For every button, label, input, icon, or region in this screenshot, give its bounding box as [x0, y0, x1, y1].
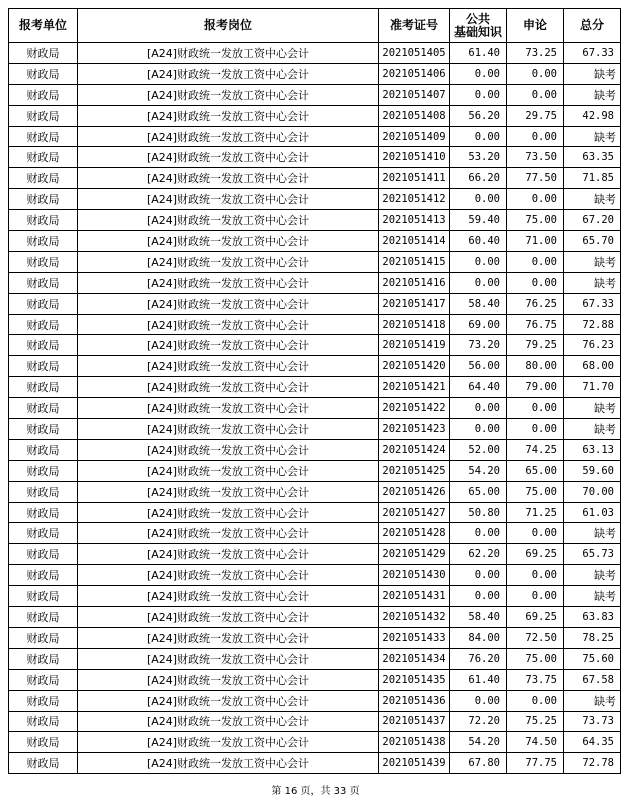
cell-public-score: 73.20	[450, 335, 507, 356]
cell-position: [A24]财政统一发放工资中心会计	[78, 753, 379, 774]
header-row	[9, 9, 621, 43]
cell-total-score: 67.20	[564, 210, 621, 231]
cell-public-score: 56.20	[450, 105, 507, 126]
cell-position: [A24]财政统一发放工资中心会计	[78, 251, 379, 272]
table-row	[9, 753, 621, 774]
table-row	[9, 419, 621, 440]
cell-ticket: 2021051419	[379, 335, 450, 356]
cell-public-score: 0.00	[450, 251, 507, 272]
cell-ticket: 2021051407	[379, 84, 450, 105]
cell-public-score: 54.20	[450, 732, 507, 753]
cell-public-score: 60.40	[450, 231, 507, 252]
cell-position: [A24]财政统一发放工资中心会计	[78, 523, 379, 544]
cell-public-score: 0.00	[450, 189, 507, 210]
cell-position: [A24]财政统一发放工资中心会计	[78, 377, 379, 398]
cell-essay-score: 0.00	[507, 251, 564, 272]
cell-essay-score: 74.50	[507, 732, 564, 753]
cell-position: [A24]财政统一发放工资中心会计	[78, 210, 379, 231]
cell-total-score: 缺考	[564, 84, 621, 105]
cell-essay-score: 0.00	[507, 419, 564, 440]
header-public-line1: 公共	[465, 11, 490, 26]
table-row	[9, 105, 621, 126]
cell-public-score: 61.40	[450, 669, 507, 690]
cell-position: [A24]财政统一发放工资中心会计	[78, 439, 379, 460]
cell-public-score: 0.00	[450, 523, 507, 544]
table-row	[9, 210, 621, 231]
cell-essay-score: 75.00	[507, 481, 564, 502]
cell-position: [A24]财政统一发放工资中心会计	[78, 293, 379, 314]
cell-essay-score: 0.00	[507, 189, 564, 210]
cell-public-score: 62.20	[450, 544, 507, 565]
cell-essay-score: 0.00	[507, 63, 564, 84]
cell-essay-score: 80.00	[507, 356, 564, 377]
cell-unit: 财政局	[9, 669, 78, 690]
cell-essay-score: 73.75	[507, 669, 564, 690]
cell-unit: 财政局	[9, 460, 78, 481]
cell-essay-score: 29.75	[507, 105, 564, 126]
cell-public-score: 84.00	[450, 627, 507, 648]
cell-essay-score: 79.25	[507, 335, 564, 356]
table-row	[9, 231, 621, 252]
cell-ticket: 2021051438	[379, 732, 450, 753]
cell-unit: 财政局	[9, 544, 78, 565]
table-row	[9, 43, 621, 64]
cell-unit: 财政局	[9, 377, 78, 398]
table-row	[9, 669, 621, 690]
cell-essay-score: 0.00	[507, 523, 564, 544]
cell-total-score: 缺考	[564, 690, 621, 711]
cell-position: [A24]财政统一发放工资中心会计	[78, 398, 379, 419]
cell-ticket: 2021051430	[379, 565, 450, 586]
cell-essay-score: 73.50	[507, 147, 564, 168]
cell-total-score: 61.03	[564, 502, 621, 523]
header-position: 报考岗位	[78, 9, 379, 43]
cell-total-score: 64.35	[564, 732, 621, 753]
cell-public-score: 64.40	[450, 377, 507, 398]
header-public-line2: 基础知识	[453, 24, 502, 39]
cell-position: [A24]财政统一发放工资中心会计	[78, 335, 379, 356]
score-table	[8, 8, 621, 774]
cell-ticket: 2021051436	[379, 690, 450, 711]
cell-total-score: 70.00	[564, 481, 621, 502]
cell-unit: 财政局	[9, 586, 78, 607]
cell-position: [A24]财政统一发放工资中心会计	[78, 711, 379, 732]
cell-unit: 财政局	[9, 502, 78, 523]
cell-unit: 财政局	[9, 753, 78, 774]
cell-public-score: 61.40	[450, 43, 507, 64]
cell-total-score: 75.60	[564, 648, 621, 669]
cell-position: [A24]财政统一发放工资中心会计	[78, 314, 379, 335]
cell-essay-score: 75.00	[507, 648, 564, 669]
cell-essay-score: 0.00	[507, 586, 564, 607]
cell-ticket: 2021051427	[379, 502, 450, 523]
table-row	[9, 523, 621, 544]
table-row	[9, 711, 621, 732]
cell-position: [A24]财政统一发放工资中心会计	[78, 565, 379, 586]
cell-ticket: 2021051434	[379, 648, 450, 669]
cell-essay-score: 75.25	[507, 711, 564, 732]
table-row	[9, 63, 621, 84]
cell-position: [A24]财政统一发放工资中心会计	[78, 648, 379, 669]
cell-position: [A24]财政统一发放工资中心会计	[78, 502, 379, 523]
cell-essay-score: 75.00	[507, 210, 564, 231]
cell-total-score: 67.58	[564, 669, 621, 690]
cell-unit: 财政局	[9, 189, 78, 210]
cell-public-score: 52.00	[450, 439, 507, 460]
cell-total-score: 缺考	[564, 272, 621, 293]
cell-public-score: 58.40	[450, 607, 507, 628]
table-row	[9, 398, 621, 419]
cell-position: [A24]财政统一发放工资中心会计	[78, 607, 379, 628]
cell-unit: 财政局	[9, 84, 78, 105]
table-row	[9, 272, 621, 293]
cell-public-score: 56.00	[450, 356, 507, 377]
table-body	[9, 43, 621, 774]
table-row	[9, 460, 621, 481]
cell-total-score: 63.83	[564, 607, 621, 628]
cell-essay-score: 0.00	[507, 690, 564, 711]
cell-unit: 财政局	[9, 293, 78, 314]
table-row	[9, 439, 621, 460]
cell-total-score: 71.85	[564, 168, 621, 189]
cell-essay-score: 72.50	[507, 627, 564, 648]
table-row	[9, 690, 621, 711]
header-total: 总分	[564, 9, 621, 43]
header-unit: 报考单位	[9, 9, 78, 43]
cell-ticket: 2021051417	[379, 293, 450, 314]
cell-essay-score: 71.00	[507, 231, 564, 252]
cell-unit: 财政局	[9, 627, 78, 648]
cell-ticket: 2021051428	[379, 523, 450, 544]
cell-unit: 财政局	[9, 398, 78, 419]
cell-public-score: 50.80	[450, 502, 507, 523]
cell-total-score: 42.98	[564, 105, 621, 126]
cell-position: [A24]财政统一发放工资中心会计	[78, 586, 379, 607]
cell-unit: 财政局	[9, 231, 78, 252]
cell-position: [A24]财政统一发放工资中心会计	[78, 460, 379, 481]
cell-total-score: 59.60	[564, 460, 621, 481]
cell-ticket: 2021051432	[379, 607, 450, 628]
cell-public-score: 67.80	[450, 753, 507, 774]
cell-total-score: 73.73	[564, 711, 621, 732]
cell-unit: 财政局	[9, 126, 78, 147]
cell-ticket: 2021051408	[379, 105, 450, 126]
cell-ticket: 2021051406	[379, 63, 450, 84]
cell-total-score: 63.13	[564, 439, 621, 460]
cell-ticket: 2021051425	[379, 460, 450, 481]
cell-essay-score: 0.00	[507, 272, 564, 293]
cell-public-score: 0.00	[450, 398, 507, 419]
cell-essay-score: 79.00	[507, 377, 564, 398]
cell-position: [A24]财政统一发放工资中心会计	[78, 481, 379, 502]
cell-ticket: 2021051437	[379, 711, 450, 732]
header-ticket: 准考证号	[379, 9, 450, 43]
cell-unit: 财政局	[9, 690, 78, 711]
cell-ticket: 2021051439	[379, 753, 450, 774]
cell-unit: 财政局	[9, 251, 78, 272]
cell-total-score: 67.33	[564, 43, 621, 64]
cell-total-score: 缺考	[564, 565, 621, 586]
cell-position: [A24]财政统一发放工资中心会计	[78, 419, 379, 440]
cell-total-score: 71.70	[564, 377, 621, 398]
cell-ticket: 2021051410	[379, 147, 450, 168]
cell-public-score: 0.00	[450, 126, 507, 147]
cell-essay-score: 69.25	[507, 544, 564, 565]
cell-essay-score: 77.50	[507, 168, 564, 189]
cell-unit: 财政局	[9, 565, 78, 586]
cell-essay-score: 71.25	[507, 502, 564, 523]
cell-unit: 财政局	[9, 147, 78, 168]
table-row	[9, 356, 621, 377]
cell-unit: 财政局	[9, 356, 78, 377]
cell-position: [A24]财政统一发放工资中心会计	[78, 147, 379, 168]
cell-essay-score: 76.25	[507, 293, 564, 314]
cell-total-score: 63.35	[564, 147, 621, 168]
cell-public-score: 0.00	[450, 272, 507, 293]
cell-public-score: 54.20	[450, 460, 507, 481]
table-row	[9, 586, 621, 607]
cell-position: [A24]财政统一发放工资中心会计	[78, 84, 379, 105]
cell-public-score: 66.20	[450, 168, 507, 189]
cell-essay-score: 0.00	[507, 565, 564, 586]
cell-ticket: 2021051433	[379, 627, 450, 648]
cell-unit: 财政局	[9, 523, 78, 544]
cell-position: [A24]财政统一发放工资中心会计	[78, 63, 379, 84]
cell-ticket: 2021051411	[379, 168, 450, 189]
cell-unit: 财政局	[9, 732, 78, 753]
cell-ticket: 2021051435	[379, 669, 450, 690]
cell-ticket: 2021051422	[379, 398, 450, 419]
cell-ticket: 2021051423	[379, 419, 450, 440]
cell-total-score: 72.88	[564, 314, 621, 335]
cell-unit: 财政局	[9, 711, 78, 732]
cell-total-score: 67.33	[564, 293, 621, 314]
cell-public-score: 0.00	[450, 84, 507, 105]
cell-position: [A24]财政统一发放工资中心会计	[78, 356, 379, 377]
cell-ticket: 2021051431	[379, 586, 450, 607]
cell-total-score: 缺考	[564, 419, 621, 440]
cell-unit: 财政局	[9, 43, 78, 64]
cell-unit: 财政局	[9, 63, 78, 84]
cell-ticket: 2021051412	[379, 189, 450, 210]
cell-total-score: 78.25	[564, 627, 621, 648]
cell-position: [A24]财政统一发放工资中心会计	[78, 231, 379, 252]
page-footer: 第 16 页，共 33 页	[271, 786, 360, 797]
table-row	[9, 502, 621, 523]
cell-unit: 财政局	[9, 439, 78, 460]
table-row	[9, 84, 621, 105]
cell-unit: 财政局	[9, 105, 78, 126]
table-row	[9, 481, 621, 502]
table-row	[9, 251, 621, 272]
cell-unit: 财政局	[9, 481, 78, 502]
cell-ticket: 2021051416	[379, 272, 450, 293]
cell-public-score: 59.40	[450, 210, 507, 231]
cell-essay-score: 0.00	[507, 84, 564, 105]
table-row	[9, 607, 621, 628]
cell-unit: 财政局	[9, 335, 78, 356]
score-sheet	[8, 8, 620, 774]
cell-essay-score: 0.00	[507, 398, 564, 419]
cell-total-score: 68.00	[564, 356, 621, 377]
cell-ticket: 2021051421	[379, 377, 450, 398]
cell-total-score: 缺考	[564, 398, 621, 419]
cell-total-score: 缺考	[564, 251, 621, 272]
table-row	[9, 377, 621, 398]
table-row	[9, 565, 621, 586]
cell-position: [A24]财政统一发放工资中心会计	[78, 690, 379, 711]
cell-unit: 财政局	[9, 168, 78, 189]
cell-total-score: 76.23	[564, 335, 621, 356]
cell-unit: 财政局	[9, 648, 78, 669]
table-row	[9, 293, 621, 314]
cell-total-score: 缺考	[564, 126, 621, 147]
cell-public-score: 0.00	[450, 63, 507, 84]
cell-public-score: 0.00	[450, 565, 507, 586]
cell-ticket: 2021051405	[379, 43, 450, 64]
cell-total-score: 65.73	[564, 544, 621, 565]
cell-public-score: 58.40	[450, 293, 507, 314]
cell-unit: 财政局	[9, 607, 78, 628]
cell-public-score: 0.00	[450, 690, 507, 711]
table-row	[9, 544, 621, 565]
cell-ticket: 2021051409	[379, 126, 450, 147]
cell-ticket: 2021051413	[379, 210, 450, 231]
cell-position: [A24]财政统一发放工资中心会计	[78, 627, 379, 648]
table-row	[9, 648, 621, 669]
cell-position: [A24]财政统一发放工资中心会计	[78, 126, 379, 147]
header-essay: 申论	[507, 9, 564, 43]
cell-unit: 财政局	[9, 210, 78, 231]
table-row	[9, 126, 621, 147]
cell-essay-score: 69.25	[507, 607, 564, 628]
cell-essay-score: 77.75	[507, 753, 564, 774]
table-row	[9, 147, 621, 168]
cell-unit: 财政局	[9, 419, 78, 440]
table-row	[9, 627, 621, 648]
cell-total-score: 缺考	[564, 189, 621, 210]
cell-total-score: 缺考	[564, 523, 621, 544]
cell-public-score: 76.20	[450, 648, 507, 669]
cell-public-score: 53.20	[450, 147, 507, 168]
cell-ticket: 2021051414	[379, 231, 450, 252]
cell-ticket: 2021051426	[379, 481, 450, 502]
cell-essay-score: 73.25	[507, 43, 564, 64]
cell-position: [A24]财政统一发放工资中心会计	[78, 669, 379, 690]
cell-position: [A24]财政统一发放工资中心会计	[78, 43, 379, 64]
cell-public-score: 72.20	[450, 711, 507, 732]
cell-ticket: 2021051415	[379, 251, 450, 272]
cell-ticket: 2021051429	[379, 544, 450, 565]
table-row	[9, 335, 621, 356]
cell-ticket: 2021051424	[379, 439, 450, 460]
cell-public-score: 0.00	[450, 586, 507, 607]
cell-unit: 财政局	[9, 272, 78, 293]
cell-position: [A24]财政统一发放工资中心会计	[78, 105, 379, 126]
table-row	[9, 314, 621, 335]
cell-ticket: 2021051420	[379, 356, 450, 377]
cell-total-score: 72.78	[564, 753, 621, 774]
cell-unit: 财政局	[9, 314, 78, 335]
cell-essay-score: 74.25	[507, 439, 564, 460]
cell-total-score: 65.70	[564, 231, 621, 252]
header-public-knowledge	[450, 9, 507, 43]
cell-public-score: 65.00	[450, 481, 507, 502]
cell-position: [A24]财政统一发放工资中心会计	[78, 168, 379, 189]
table-row	[9, 168, 621, 189]
cell-essay-score: 76.75	[507, 314, 564, 335]
cell-public-score: 69.00	[450, 314, 507, 335]
cell-essay-score: 65.00	[507, 460, 564, 481]
cell-total-score: 缺考	[564, 63, 621, 84]
cell-position: [A24]财政统一发放工资中心会计	[78, 272, 379, 293]
cell-ticket: 2021051418	[379, 314, 450, 335]
cell-essay-score: 0.00	[507, 126, 564, 147]
cell-position: [A24]财政统一发放工资中心会计	[78, 732, 379, 753]
cell-position: [A24]财政统一发放工资中心会计	[78, 189, 379, 210]
table-row	[9, 732, 621, 753]
cell-position: [A24]财政统一发放工资中心会计	[78, 544, 379, 565]
cell-public-score: 0.00	[450, 419, 507, 440]
table-row	[9, 189, 621, 210]
cell-total-score: 缺考	[564, 586, 621, 607]
